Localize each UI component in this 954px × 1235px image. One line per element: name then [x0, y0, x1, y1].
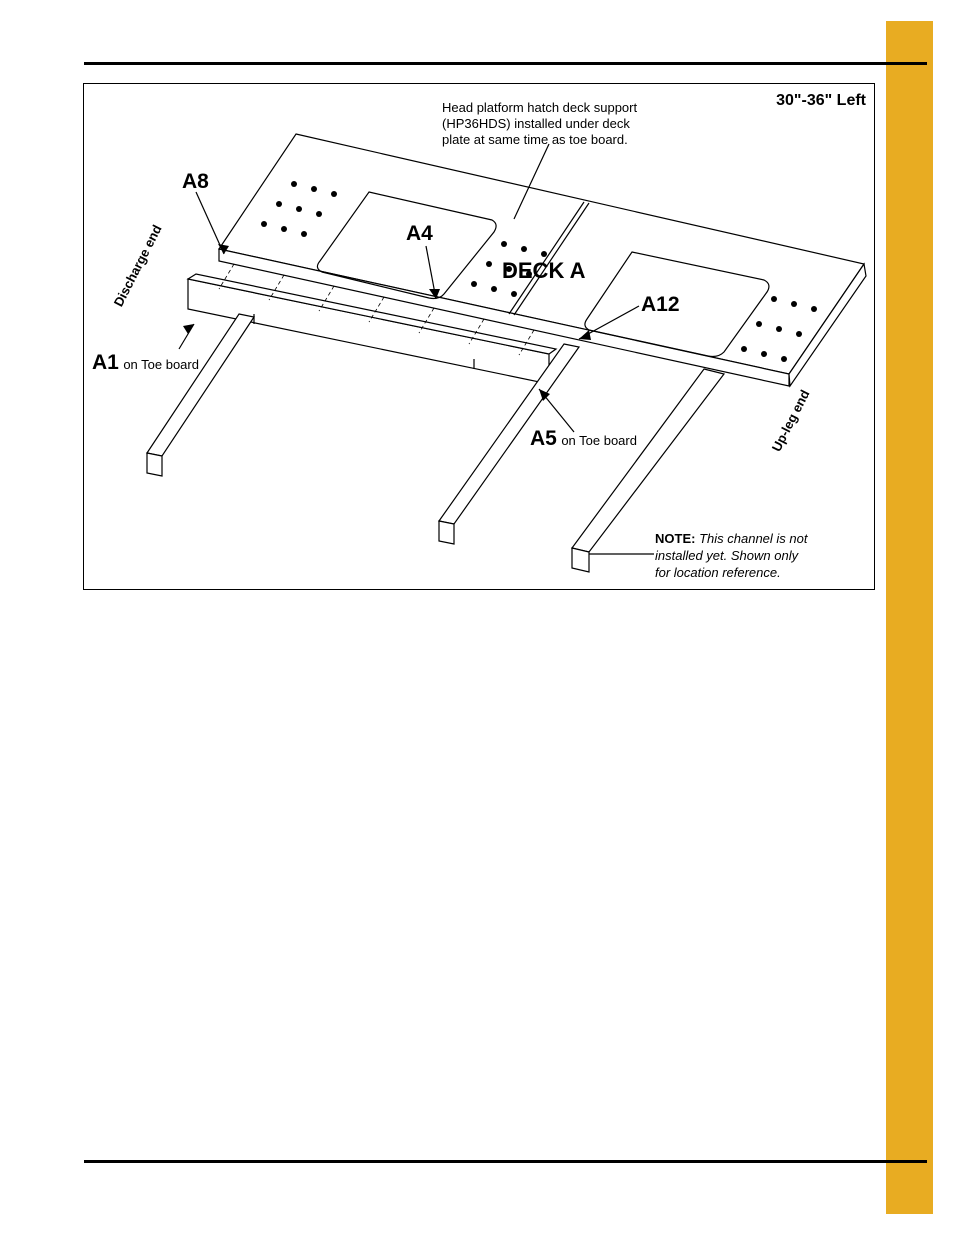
discharge-end-label: Discharge end [110, 222, 165, 309]
hatch-callout-line: Head platform hatch deck support [442, 100, 638, 115]
note-label: NOTE: [655, 531, 696, 546]
label-a12: A12 [641, 293, 680, 316]
label-a1-suffix: on Toe board [123, 357, 199, 372]
figure-title: 30"-36" Left [776, 92, 866, 109]
note-line: for location reference. [655, 565, 781, 580]
channel-note [655, 530, 807, 581]
deck-label: DECK A [502, 258, 586, 283]
hatch-callout-line: (HP36HDS) installed under deck [442, 116, 630, 131]
upleg-end-label: Up-leg end [768, 387, 813, 454]
label-a8: A8 [182, 170, 209, 193]
label-a1: A1 [92, 351, 119, 374]
label-a5: A5 [530, 427, 557, 450]
hatch-callout [442, 100, 637, 148]
label-a1-group [92, 351, 199, 375]
footer-rule [84, 1160, 927, 1163]
figure-frame [83, 83, 875, 590]
note-line: This channel is not [699, 531, 808, 546]
label-a4: A4 [406, 222, 433, 245]
deck-illustration [84, 84, 876, 591]
note-line: installed yet. Shown only [655, 548, 799, 563]
header-rule [84, 62, 927, 65]
label-a5-suffix: on Toe board [561, 433, 637, 448]
hatch-callout-line: plate at same time as toe board. [442, 132, 628, 147]
label-a5-group [530, 427, 637, 451]
side-tab [886, 21, 933, 1214]
